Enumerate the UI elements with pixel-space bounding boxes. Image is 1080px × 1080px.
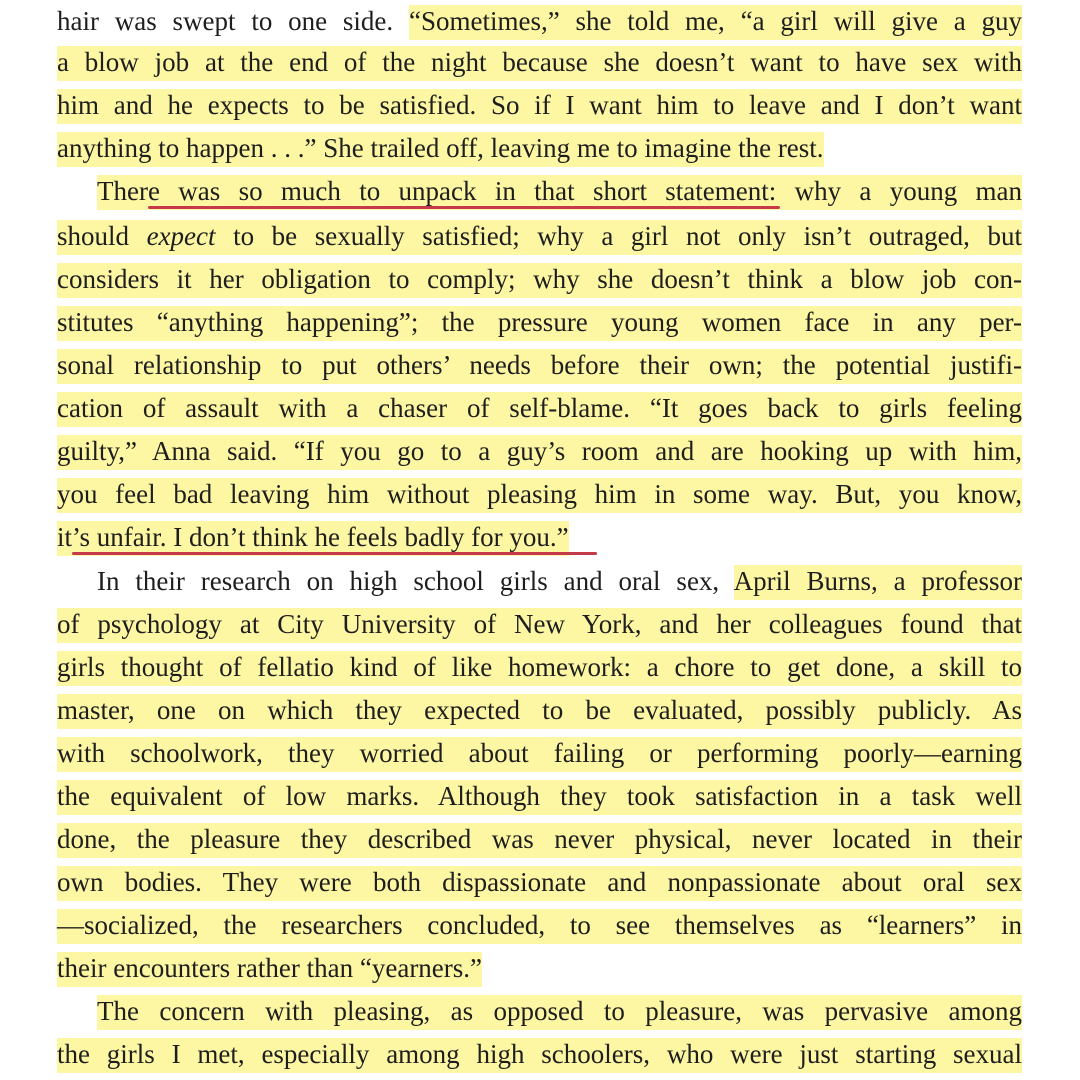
highlighted-text[interactable]: April Burns, a professor bbox=[734, 565, 1022, 600]
text-line bbox=[57, 127, 824, 170]
emphasized-word: expect bbox=[146, 221, 216, 251]
text-line bbox=[57, 301, 1022, 344]
highlighted-text[interactable]: of psychology at City University of New York, and her colleagues found that bbox=[57, 608, 1022, 643]
red-underline-annotation bbox=[148, 206, 780, 209]
plain-text: In their research on high school girls and oral sex, bbox=[97, 566, 734, 596]
text-line bbox=[57, 947, 482, 990]
highlighted-text[interactable]: the girls I met, especially among high schoolers, who were just starting sexual bbox=[57, 1038, 1022, 1073]
highlighted-text[interactable]: own bodies. They were both dispassionate and nonpassionate about oral sex bbox=[57, 866, 1022, 901]
text-line bbox=[57, 732, 1022, 775]
red-underline-annotation bbox=[72, 552, 597, 555]
text-line bbox=[57, 861, 1022, 904]
highlighted-text[interactable]: it’s unfair. I don’t think he feels badly for you.” bbox=[57, 521, 569, 556]
highlighted-text[interactable]: There was so much to unpack in that short statement: why a young man bbox=[97, 175, 1022, 210]
highlighted-text[interactable]: the equivalent of low marks. Although they took satisfaction in a task well bbox=[57, 780, 1022, 815]
plain-text: hair was swept to one side. bbox=[57, 6, 409, 36]
text-line bbox=[57, 473, 1022, 516]
text-line bbox=[57, 904, 1022, 947]
highlighted-text[interactable]: you feel bad leaving him without pleasing him in some way. But, you know, bbox=[57, 478, 1022, 513]
highlighted-text[interactable]: anything to happen . . .” She trailed off, leaving me to imagine the rest. bbox=[57, 132, 824, 167]
text-line bbox=[57, 344, 1022, 387]
highlighted-text[interactable]: him and he expects to be satisfied. So if I want him to leave and I don’t want bbox=[57, 89, 1022, 124]
text-line bbox=[57, 1033, 1022, 1076]
paragraph-start-line bbox=[97, 560, 1022, 603]
highlighted-text[interactable]: should expect to be sexually satisfied; why a girl not only isn’t outraged, but bbox=[57, 220, 1022, 255]
text-line bbox=[57, 775, 1022, 818]
text-line bbox=[57, 646, 1022, 689]
highlighted-text[interactable]: —socialized, the researchers concluded, to see themselves as “learners” in bbox=[57, 909, 1022, 944]
text-line bbox=[57, 689, 1022, 732]
text-line bbox=[57, 603, 1022, 646]
text-line bbox=[57, 818, 1022, 861]
highlighted-text[interactable]: cation of assault with a chaser of self-blame. “It goes back to girls feeling bbox=[57, 392, 1022, 427]
highlighted-text[interactable]: considers it her obligation to comply; why she doesn’t think a blow job con- bbox=[57, 263, 1022, 298]
highlighted-text[interactable]: stitutes “anything happening”; the pressure young women face in any per- bbox=[57, 306, 1022, 341]
highlighted-text[interactable]: their encounters rather than “yearners.” bbox=[57, 952, 482, 987]
text-line bbox=[57, 258, 1022, 301]
text-line bbox=[57, 84, 1022, 127]
highlighted-text[interactable]: with schoolwork, they worried about failing or performing poorly—earning bbox=[57, 737, 1022, 772]
highlighted-text[interactable]: sonal relationship to put others’ needs before their own; the potential justifi- bbox=[57, 349, 1022, 384]
highlighted-text[interactable]: guilty,” Anna said. “If you go to a guy’s room and are hooking up with him, bbox=[57, 435, 1022, 470]
text-line bbox=[57, 0, 1022, 43]
highlighted-text[interactable]: a blow job at the end of the night because she doesn’t want to have sex with bbox=[57, 46, 1022, 81]
highlighted-text[interactable]: girls thought of fellatio kind of like homework: a chore to get done, a skill to bbox=[57, 651, 1022, 686]
text-line bbox=[57, 215, 1022, 258]
highlighted-text[interactable]: The concern with pleasing, as opposed to pleasure, was pervasive among bbox=[97, 995, 1022, 1030]
highlighted-text[interactable]: master, one on which they expected to be evaluated, possibly publicly. As bbox=[57, 694, 1022, 729]
text-line bbox=[57, 41, 1022, 84]
highlighted-text[interactable]: “Sometimes,” she told me, “a girl will give a guy bbox=[409, 5, 1022, 40]
highlighted-text[interactable]: done, the pleasure they described was never physical, never located in their bbox=[57, 823, 1022, 858]
text-line bbox=[57, 387, 1022, 430]
text-line bbox=[57, 430, 1022, 473]
paragraph-start-line bbox=[97, 990, 1022, 1033]
